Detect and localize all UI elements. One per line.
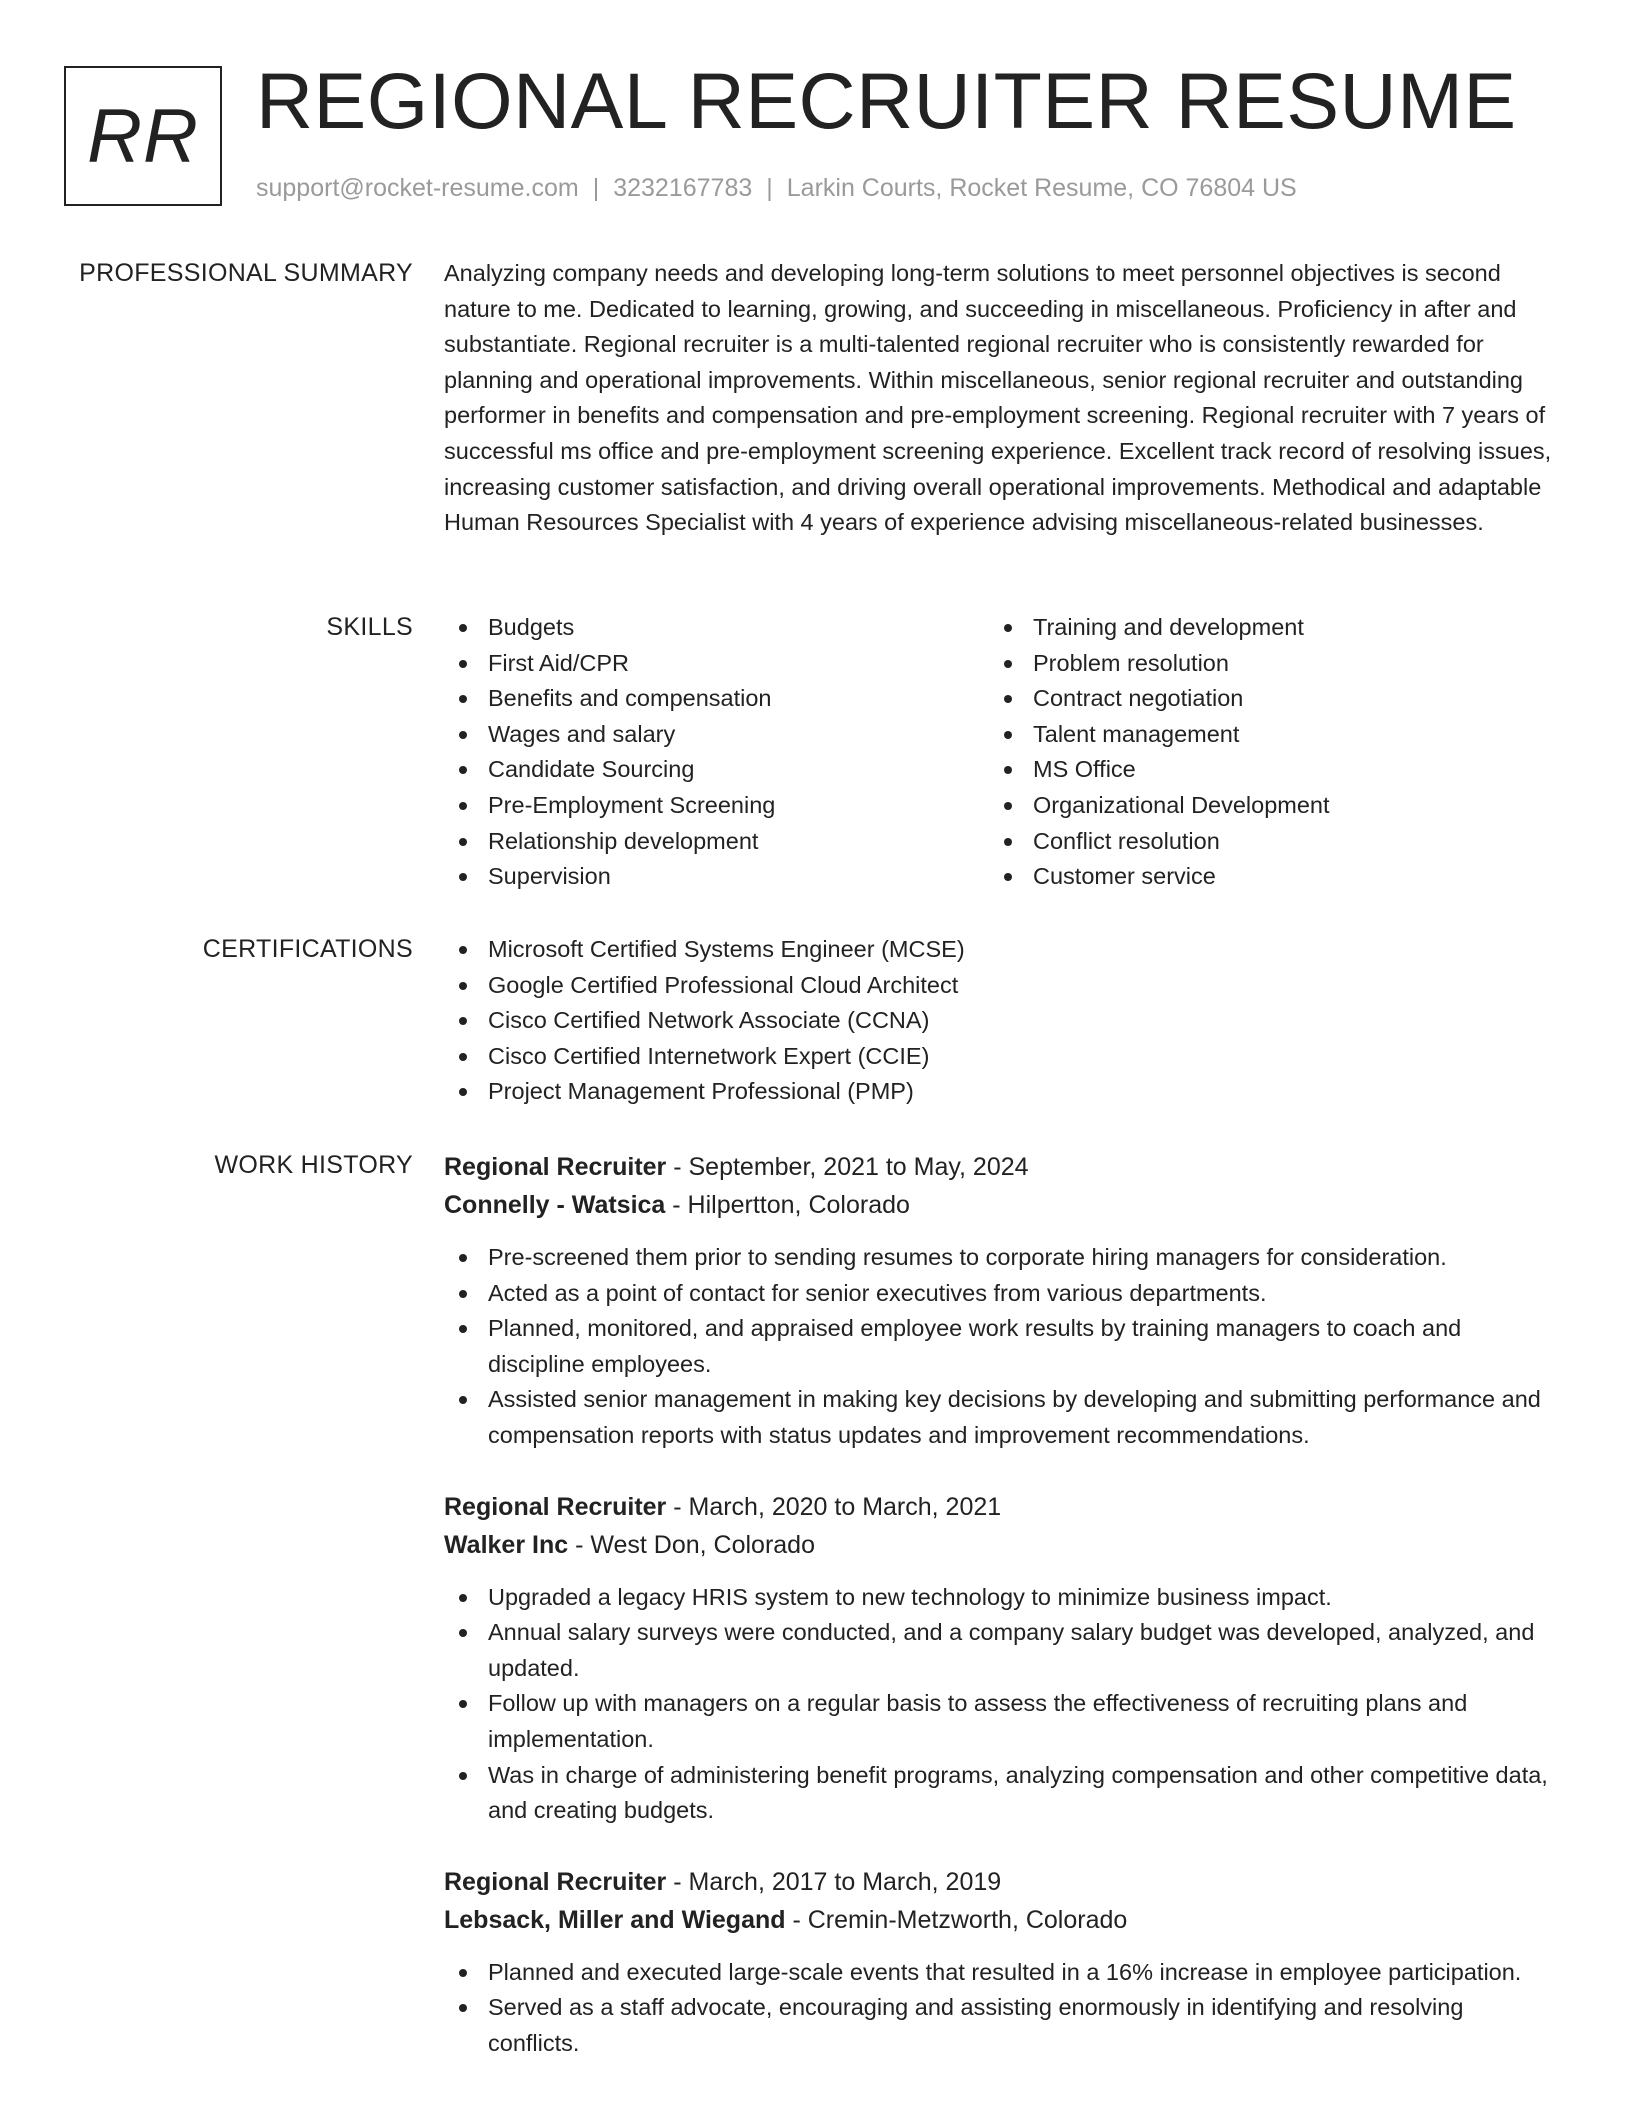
job-company: Connelly - Watsica xyxy=(444,1191,666,1219)
job-bullet: Pre-screened them prior to sending resumes to corporate hiring managers for consideration. xyxy=(444,1240,1560,1276)
contact-email: support@rocket-resume.com xyxy=(256,174,579,202)
job-entry xyxy=(444,1863,1560,2062)
contact-separator: | xyxy=(766,174,773,202)
skill-item: Training and development xyxy=(989,610,1534,646)
job-bullet: Assisted senior management in making key decisions by developing and submitting performance and compensation reports with status updates and improvement recommendations. xyxy=(444,1382,1560,1453)
skills-list-right xyxy=(989,610,1534,895)
contact-line xyxy=(256,172,1297,205)
job-company: Lebsack, Miller and Wiegand xyxy=(444,1905,786,1934)
job-bullet: Follow up with managers on a regular basis to assess the effectiveness of recruiting plans and implementation. xyxy=(444,1686,1560,1757)
skill-item: Candidate Sourcing xyxy=(444,752,989,788)
job-title: Regional Recruiter xyxy=(444,1153,667,1181)
job-entry xyxy=(444,1148,1560,1454)
work-history-body xyxy=(444,1148,1560,2096)
job-title-line xyxy=(444,1148,1560,1186)
job-bullets xyxy=(444,1240,1560,1454)
skill-item: Supervision xyxy=(444,859,989,895)
skill-item: Budgets xyxy=(444,610,989,646)
job-title: Regional Recruiter xyxy=(444,1867,667,1896)
certifications-body xyxy=(444,932,1560,1110)
job-bullet: Acted as a point of contact for senior executives from various departments. xyxy=(444,1276,1560,1312)
job-location: - Cremin-Metzworth, Colorado xyxy=(785,1905,1128,1934)
certification-item: Cisco Certified Internetwork Expert (CCIE) xyxy=(444,1039,1560,1075)
job-bullet: Planned, monitored, and appraised employee work results by training managers to coach and discipline employees. xyxy=(444,1311,1560,1382)
section-label-work-history: WORK HISTORY xyxy=(214,1151,413,1179)
page-title: REGIONAL RECRUITER RESUME xyxy=(256,56,1517,145)
certification-item: Google Certified Professional Cloud Architect xyxy=(444,968,1560,1004)
section-label-certifications: CERTIFICATIONS xyxy=(202,935,413,963)
job-bullets xyxy=(444,1580,1560,1829)
skill-item: Conflict resolution xyxy=(989,824,1534,860)
contact-phone: 3232167783 xyxy=(613,174,753,202)
contact-separator: | xyxy=(592,174,600,202)
summary-body xyxy=(444,256,1560,541)
job-bullets xyxy=(444,1955,1560,2062)
skill-item: Contract negotiation xyxy=(989,681,1534,717)
certification-item: Microsoft Certified Systems Engineer (MCSE) xyxy=(444,932,1560,968)
skill-item: Pre-Employment Screening xyxy=(444,788,989,824)
job-location: - West Don, Colorado xyxy=(568,1530,815,1559)
summary-text: Analyzing company needs and developing long-term solutions to meet personnel objectives is second nature to me. Dedicated to learning, growing, and succeeding in miscellaneous. Proficiency in after and substantiate. Regional recruiter is a multi-talented regional recruiter who is consistently rewarded for planning and operational improvements. Within miscellaneous, senior regional recruiter and outstanding performer in benefits and compensation and pre-employment screening. Regional recruiter with 7 years of successful ms office and pre-employment screening experience. Excellent track record of resolving issues, increasing customer satisfaction, and driving overall operational improvements. Methodical and adaptable Human Resources Specialist with 4 years of experience advising miscellaneous-related businesses. xyxy=(444,260,1552,536)
skill-item: MS Office xyxy=(989,752,1534,788)
skill-item: Relationship development xyxy=(444,824,989,860)
job-entry xyxy=(444,1488,1560,1829)
job-dates: - March, 2020 to March, 2021 xyxy=(666,1492,1002,1521)
contact-address: Larkin Courts, Rocket Resume, CO 76804 US xyxy=(786,174,1297,202)
section-label-summary: PROFESSIONAL SUMMARY xyxy=(79,259,413,287)
skills-body xyxy=(444,610,1560,895)
job-bullet: Served as a staff advocate, encouraging and assisting enormously in identifying and resolving conflicts. xyxy=(444,1990,1560,2061)
certification-item: Project Management Professional (PMP) xyxy=(444,1074,1560,1110)
certifications-list xyxy=(444,932,1560,1110)
job-dates: - March, 2017 to March, 2019 xyxy=(666,1867,1002,1896)
job-title: Regional Recruiter xyxy=(444,1492,667,1521)
job-title-line xyxy=(444,1863,1560,1901)
monogram-logo: RR xyxy=(64,66,222,206)
skill-item: Benefits and compensation xyxy=(444,681,989,717)
skill-item: Organizational Development xyxy=(989,788,1534,824)
job-company-line xyxy=(444,1901,1560,1939)
job-title-line xyxy=(444,1488,1560,1526)
section-label-skills: SKILLS xyxy=(326,613,413,641)
job-location: - Hilpertton, Colorado xyxy=(665,1191,910,1219)
job-dates: - September, 2021 to May, 2024 xyxy=(666,1153,1029,1181)
job-company: Walker Inc xyxy=(444,1530,569,1559)
skills-list-left xyxy=(444,610,989,895)
job-company-line xyxy=(444,1186,1560,1224)
job-bullet: Annual salary surveys were conducted, and a company salary budget was developed, analyzed, and updated. xyxy=(444,1615,1560,1686)
skill-item: Wages and salary xyxy=(444,717,989,753)
job-bullet: Planned and executed large-scale events that resulted in a 16% increase in employee participation. xyxy=(444,1955,1560,1991)
skills-grid xyxy=(444,610,1560,895)
skill-item: First Aid/CPR xyxy=(444,646,989,682)
certification-item: Cisco Certified Network Associate (CCNA) xyxy=(444,1003,1560,1039)
skill-item: Problem resolution xyxy=(989,646,1534,682)
job-bullet: Was in charge of administering benefit programs, analyzing compensation and other competitive data, and creating budgets. xyxy=(444,1758,1560,1829)
job-company-line xyxy=(444,1526,1560,1564)
skill-item: Talent management xyxy=(989,717,1534,753)
skill-item: Customer service xyxy=(989,859,1534,895)
job-bullet: Upgraded a legacy HRIS system to new technology to minimize business impact. xyxy=(444,1580,1560,1616)
